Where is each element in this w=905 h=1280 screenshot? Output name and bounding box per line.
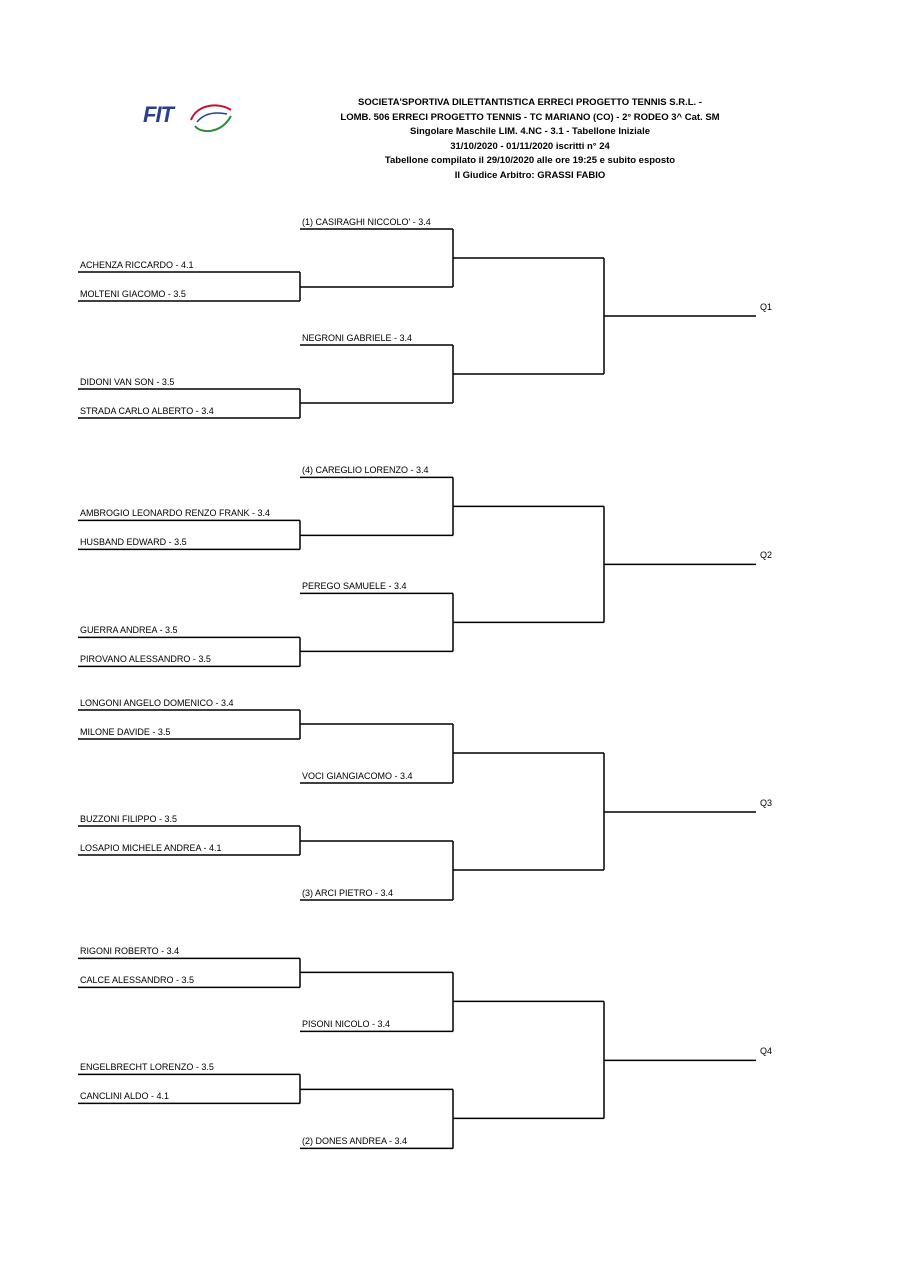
header-line-6: Il Giudice Arbitro: GRASSI FABIO (454, 169, 606, 181)
player-name: LOSAPIO MICHELE ANDREA - 4.1 (80, 843, 222, 853)
player-name: (2) DONES ANDREA - 3.4 (302, 1136, 408, 1147)
player-name: VOCI GIANGIACOMO - 3.4 (302, 771, 413, 781)
player-name: ACHENZA RICCARDO - 4.1 (80, 260, 194, 270)
qualifier-label: Q3 (760, 798, 773, 808)
player-name: GUERRA ANDREA - 3.5 (80, 625, 178, 636)
player-name: PISONI NICOLO - 3.4 (302, 1019, 391, 1030)
player-name: CANCLINI ALDO - 4.1 (80, 1091, 170, 1102)
player-name: AMBROGIO LEONARDO RENZO FRANK - 3.4 (80, 508, 271, 519)
player-name: (1) CASIRAGHI NICCOLO' - 3.4 (302, 217, 431, 227)
player-name: NEGRONI GABRIELE - 3.4 (302, 333, 413, 343)
player-name: (3) ARCI PIETRO - 3.4 (302, 888, 394, 898)
qualifier-label: Q2 (760, 550, 773, 561)
player-name: PEREGO SAMUELE - 3.4 (302, 581, 407, 592)
player-name: DIDONI VAN SON - 3.5 (80, 377, 175, 387)
player-name: LONGONI ANGELO DOMENICO - 3.4 (80, 698, 234, 708)
player-name: ENGELBRECHT LORENZO - 3.5 (80, 1062, 214, 1073)
player-name: MILONE DAVIDE - 3.5 (80, 727, 171, 737)
player-name: RIGONI ROBERTO - 3.4 (80, 946, 180, 957)
player-name: (4) CAREGLIO LORENZO - 3.4 (302, 465, 429, 476)
logo-text: FIT (143, 102, 173, 127)
player-name: PIROVANO ALESSANDRO - 3.5 (80, 654, 211, 665)
header-line-2: LOMB. 506 ERRECI PROGETTO TENNIS - TC MARIANO (CO) - 2° RODEO 3^ Cat. SM (340, 111, 720, 123)
player-name: BUZZONI FILIPPO - 3.5 (80, 814, 178, 824)
header-line-5: Tabellone compilato il 29/10/2020 alle ore 19:25 e subito esposto (384, 155, 676, 166)
player-name: MOLTENI GIACOMO - 3.5 (80, 289, 186, 299)
player-name: STRADA CARLO ALBERTO - 3.4 (80, 406, 214, 416)
player-name: HUSBAND EDWARD - 3.5 (80, 537, 187, 548)
header-line-4: 31/10/2020 - 01/11/2020 iscritti n° 24 (450, 140, 610, 152)
qualifier-label: Q4 (760, 1046, 773, 1057)
header-line-3: Singolare Maschile LIM. 4.NC - 3.1 - Tabellone Iniziale (409, 126, 651, 137)
player-name: CALCE ALESSANDRO - 3.5 (80, 975, 195, 986)
header-line-1: SOCIETA'SPORTIVA DILETTANTISTICA ERRECI PROGETTO TENNIS S.R.L. - (358, 97, 702, 108)
qualifier-label: Q1 (760, 302, 773, 312)
